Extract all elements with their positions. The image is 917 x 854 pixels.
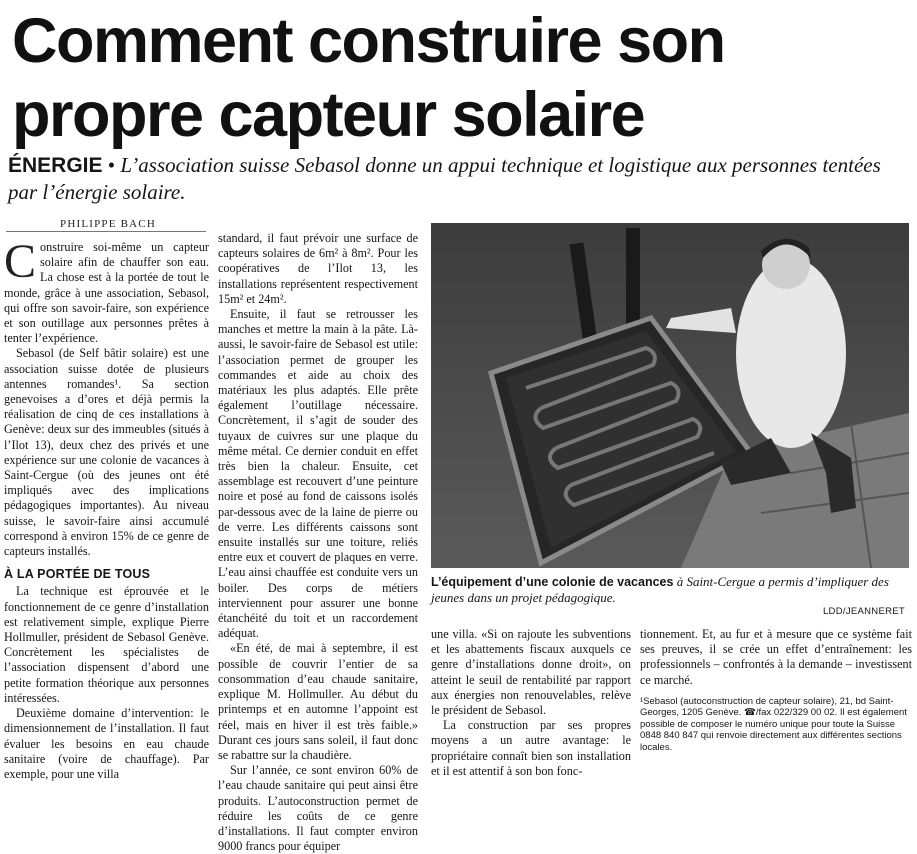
paragraph: Deuxième domaine d’intervention: le dimensionnement de l’installation. Il faut évaluer les besoins en eau chaude sanitaire (voire de chauffage). Par exemple, pour une villa (4, 706, 209, 781)
caption-lead: L’équipement d’une colonie de vacances (431, 575, 674, 589)
photo-illustration (431, 223, 909, 568)
paragraph-text: onstruire soi-même un capteur solaire afin de chauffer son eau. La chose est à la portée de tout le monde, grâce à une association, Sebasol, qui offre son savoir-faire, son expérience et son outillage aux personnes prêtes à tenter l’expérience. (4, 240, 209, 346)
headline (12, 4, 912, 152)
photo-credit: LDD/JEANNERET (822, 606, 905, 617)
caption-rest: à Saint-Cergue a permis d’impliquer des jeunes dans un projet pédagogique. (431, 574, 889, 605)
subheading: À LA PORTÉE DE TOUS (4, 567, 151, 582)
kicker-separator: • (102, 153, 121, 177)
article-column-2 (218, 231, 418, 854)
article-column-4 (640, 627, 912, 781)
byline-rule (6, 231, 206, 232)
paragraph: Ensuite, il faut se retrousser les manches et mettre la main à la pâte. Là-aussi, le savoir-faire de Sebasol est utile: l’association permet de grouper les commandes et aide au choix des matériaux les plus adaptés. Elle prête également l’outillage nécessaire. Concrètement, il s’agit de souder des tuyaux de cuivres sur une plaque du même métal. Ce dernier conduit en effet très bien la chaleur. Ensuite, cet assemblage est recouvert d’une peinture noire et posé au fond de caissons isolés par-dessous avec de la laine de pierre ou de verre. Les différents caissons sont ensuite installés sur une toiture, reliés entre eux et couvert de plaques en verre. L’eau ainsi chauffée est conduite vers un boiler. Des corps de métiers interviennent pour assurer une bonne étanchéité du toit et un raccordement adéquat. (218, 307, 418, 641)
paragraph: Sur l’année, ce sont environ 60% de l’eau chaude sanitaire qui peut ainsi être produits. L’autoconstruction permet de réduire les coûts de ce genre d’installations. Il faut compter environ 9000 francs pour équiper (218, 763, 418, 854)
kicker: ÉNERGIE (8, 154, 103, 177)
headline-line-2: propre capteur solaire (12, 80, 645, 150)
paragraph: «En été, de mai à septembre, il est possible de couvrir l’entier de sa consommation d’eau chaude sanitaire, explique M. Hollmuller. Au début du printemps et en automne l’appoint est réel, mais en hiver il est très faible.» Durant ces jours sans soleil, il faut donc se rabattre sur la chaudière. (218, 641, 418, 762)
paragraph: Sebasol (de Self bâtir solaire) est une association suisse dotée de plusieurs antennes romandes¹. Sa section genevoises a d’ores et déjà permis la réalisation de cinq de ces installations à Genève: deux sur des immeubles (situés à l’Ilot 13), deux chez des privés et une expérience sur une colonie de vacances à Saint-Cergue (où des jeunes ont été impliqués avec des implications pédagogiques importantes). Au niveau suisse, le savoir-faire ainsi accumulé correspond à environ 15% de ce genre de capteurs installés. (4, 346, 209, 559)
paragraph (4, 235, 209, 346)
paragraph: une villa. «Si on rajoute les subventions et les abattements fiscaux auxquels ce genre d’installations donne droit», on atteint le seuil de rentabilité par rapport aux énergies non renouvelables, relève le président de Sebasol. (431, 627, 631, 718)
article-column-1 (4, 235, 209, 781)
footnote (640, 696, 912, 754)
standfirst (8, 152, 913, 205)
drop-cap: C (4, 235, 37, 288)
headline-line-1: Comment construire son (12, 6, 725, 76)
deck: L’association suisse Sebasol donne un appui technique et logistique aux personnes tentées par l’énergie solaire. (8, 153, 881, 204)
paragraph: La construction par ses propres moyens a un autre avantage: le propriétaire connaît bien son installation et il est attentif à son bon fonc- (431, 718, 631, 778)
byline: PHILIPPE BACH (60, 218, 156, 230)
paragraph: standard, il faut prévoir une surface de capteurs solaires de 6m² à 8m². Pour les coopératives de l’Ilot 13, les installations représentent respectivement 15m² et 24m². (218, 231, 418, 306)
paragraph: La technique est éprouvée et le fonctionnement de ce genre d’installation est relativement simple, explique Pierre Hollmuller, président de Sebasol Genève. Concrètement les spécialistes de l’association dispensent d’abord une petite formation théorique aux personnes intéressées. (4, 584, 209, 705)
article-photo (431, 223, 909, 568)
paragraph: tionnement. Et, au fur et à mesure que ce système fait ses preuves, il se crée un effet d’entraînement: les professionnels – confrontés à la demande – investissent ce marché. (640, 627, 912, 687)
footnote-text: ¹Sebasol (autoconstruction de capteur solaire), 21, bd Saint-Georges, 1205 Genève. ☎/fax 022/329 00 02. Il est également possible de composer le numéro unique pour toute la Suisse 0848 840 847 qui renvoie directement aux différentes sections locales. (640, 695, 907, 753)
article-column-3 (431, 627, 631, 781)
photo-caption (431, 574, 909, 606)
